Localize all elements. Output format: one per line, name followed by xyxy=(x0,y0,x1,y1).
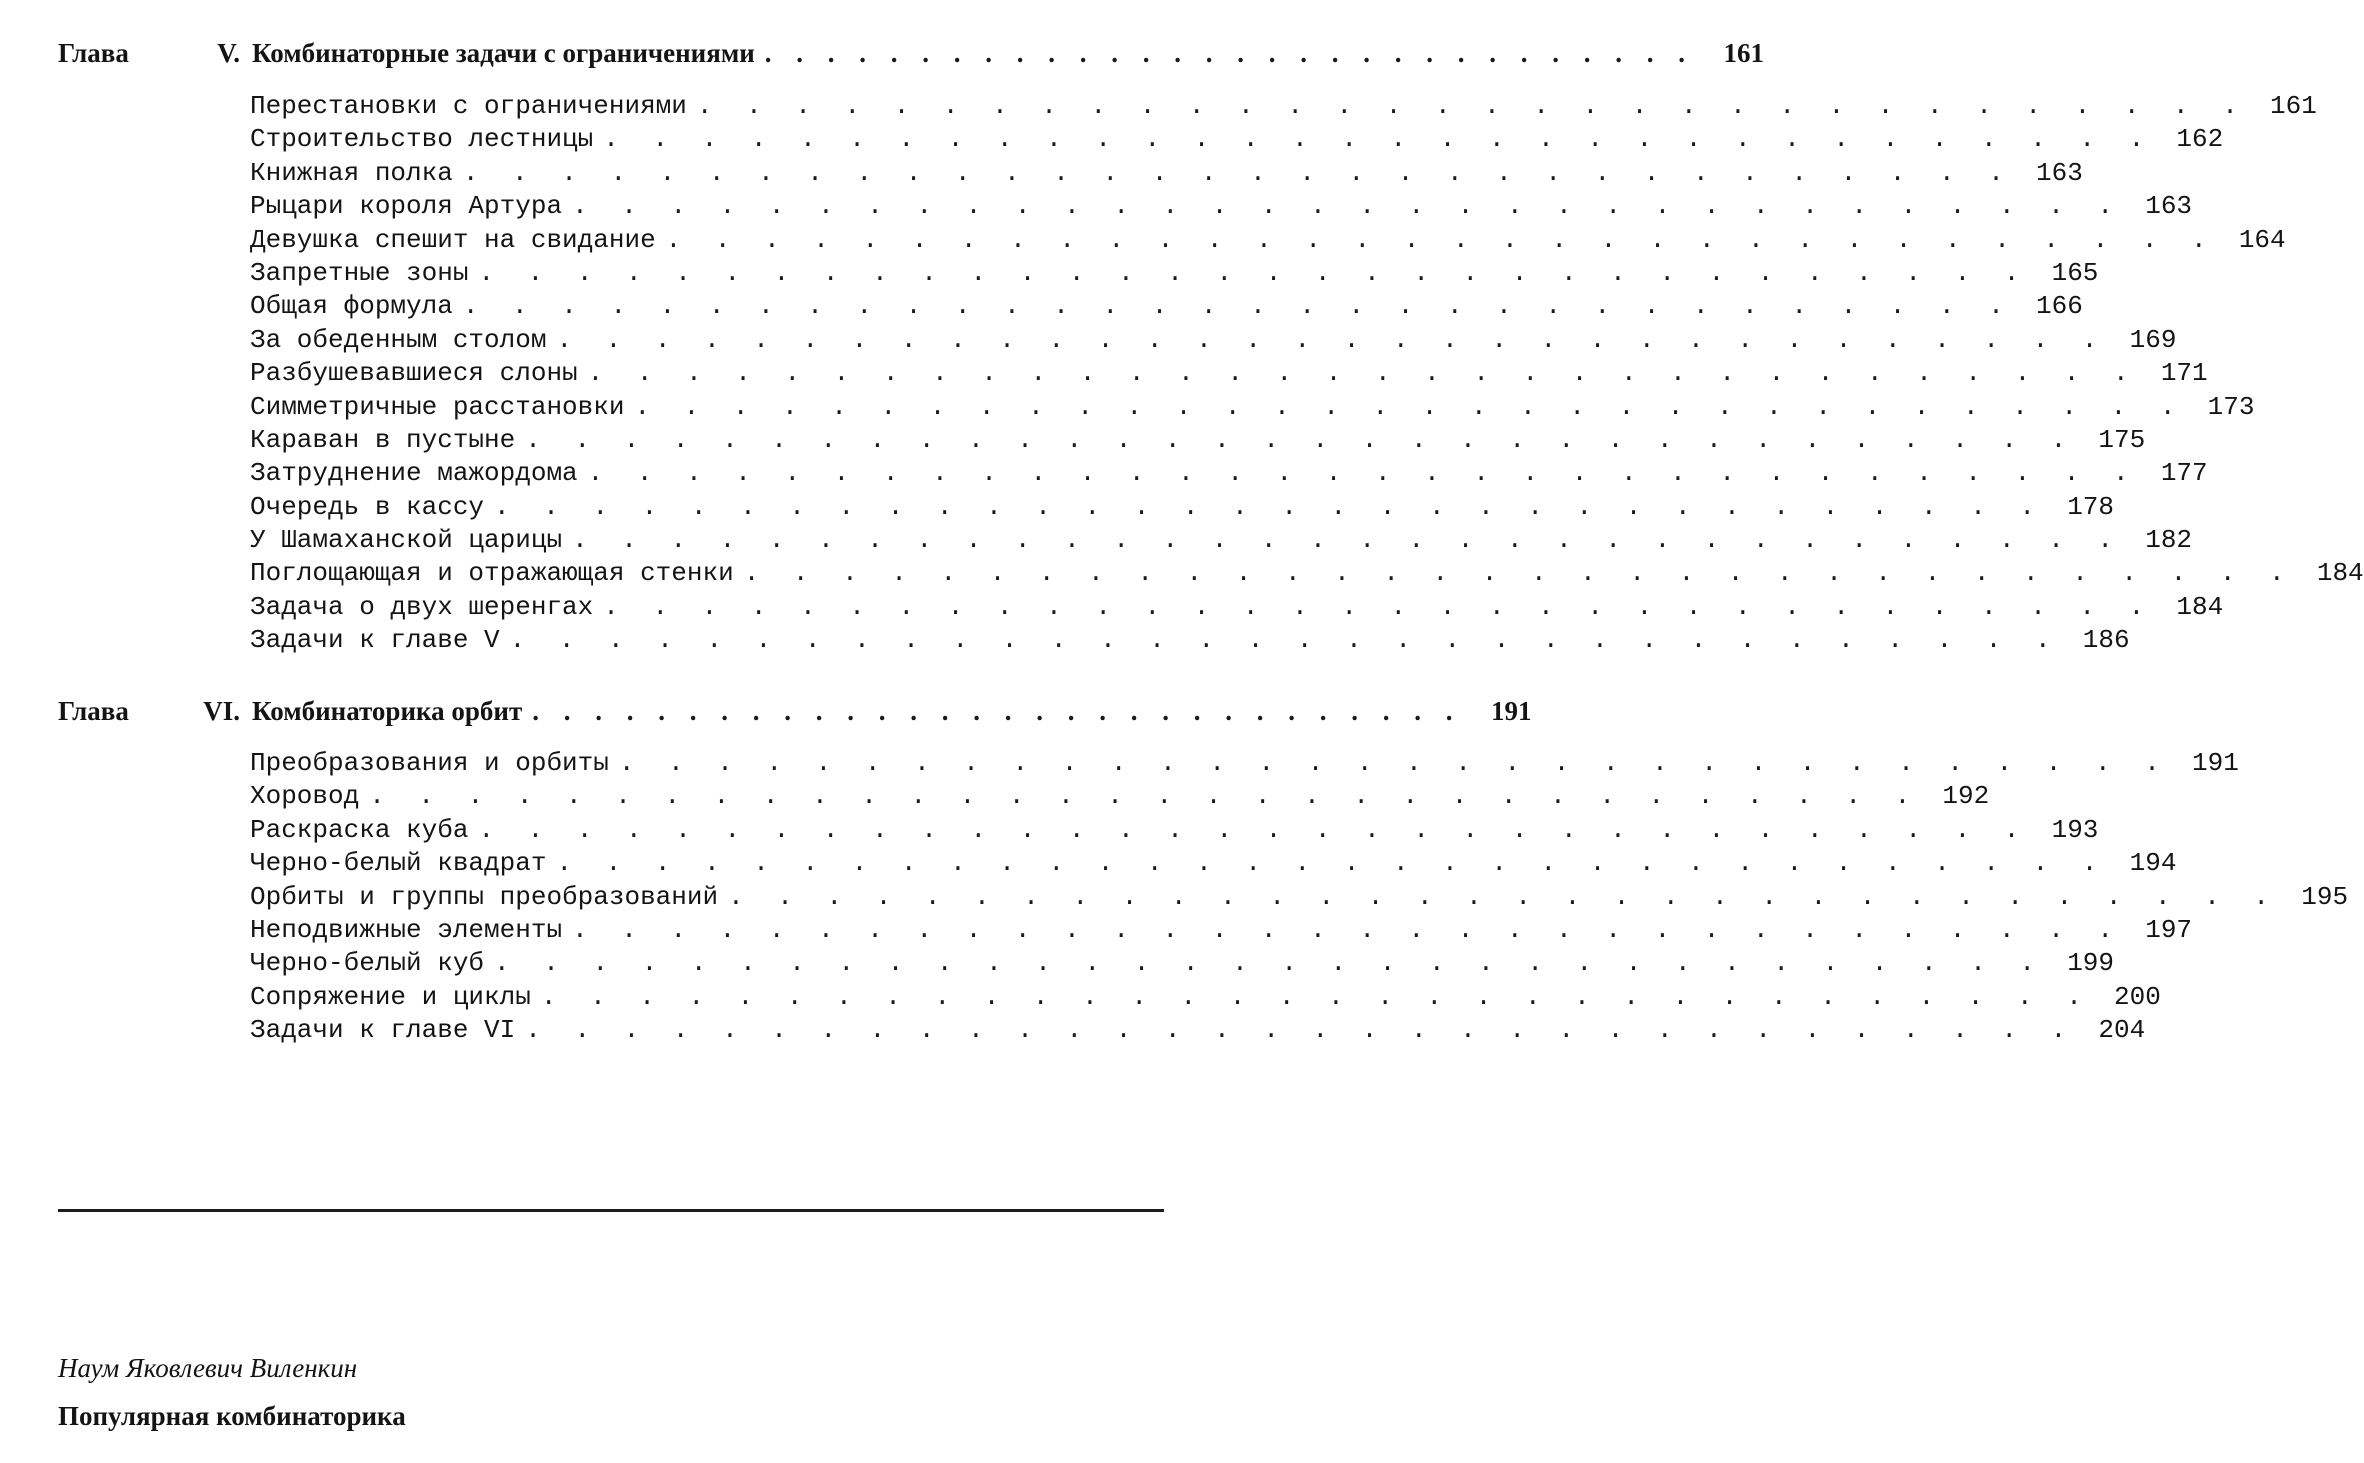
dot-leader: . . . . . . . . . . . . . . . . . . . . . . . . . . . . . . xyxy=(764,38,1695,68)
entry-page-number: 161 xyxy=(2270,91,2317,121)
entry-title: Поглощающая и отражающая стенки xyxy=(250,558,734,589)
entry-page-number: 175 xyxy=(2098,424,2146,455)
dot-leader: . . . . . . . . . . . . . . . . . . . . . . . . . . . . . . . . xyxy=(587,358,2138,389)
chapter-page-number: 191 xyxy=(1491,696,1532,726)
entry-title: Неподвижные элементы xyxy=(250,914,563,945)
entry-title: У Шамаханской царицы xyxy=(250,525,563,556)
entry-page-number: 200 xyxy=(2114,981,2161,1012)
entry-page-number: 171 xyxy=(2160,358,2208,389)
entry-page-number: 184 xyxy=(2176,591,2224,622)
chapter-page-number: 161 xyxy=(1723,38,1765,68)
entry-title: Караван в пустыне xyxy=(250,424,516,455)
dot-leader: . . . . . . . . . . . . . . . . . . . . . . . . . . . . . . . . xyxy=(743,558,2294,589)
entry-title: Хоровод xyxy=(250,781,360,812)
toc-entry xyxy=(250,190,2193,223)
book-title: Популярная комбинаторика xyxy=(58,1401,406,1431)
toc-entry xyxy=(250,123,2224,156)
dot-leader: . . . . . . . . . . . . . . . . . . . . . . . . . . . . . . xyxy=(532,696,1462,726)
toc-entry xyxy=(250,90,2317,123)
chapter-label: Глава xyxy=(58,38,129,68)
entry-title: Рыцари короля Артура xyxy=(250,191,563,222)
chapter-number: V. xyxy=(217,38,240,68)
dot-leader: . . . . . . . . . . . . . . . . . . . . . . . . . . . . . . . . xyxy=(525,424,2076,455)
entry-title: Задачи к главе VI xyxy=(250,1015,516,1046)
dot-leader: . . . . . . . . . . . . . . . . . . . . . . . . . . . . . . . . xyxy=(665,224,2216,255)
dot-leader: . . . . . . . . . . . . . . . . . . . . . . . . . . . . . . . . xyxy=(478,257,2029,288)
entry-title: Задачи к главе V xyxy=(250,625,500,656)
dot-leader: . . . . . . . . . . . . . . . . . . . . . . . . . . . . . . . . xyxy=(509,625,2060,656)
dot-leader: . . . . . . . . . . . . . . . . . . . . . . . . . . . . . . . . xyxy=(634,391,2185,422)
chapter-heading xyxy=(58,33,1765,73)
toc-entry xyxy=(250,780,1990,813)
entry-title: Очередь в кассу xyxy=(250,491,485,522)
entry-title: За обеденным столом xyxy=(250,324,547,355)
entry-title: Черно-белый квадрат xyxy=(250,848,547,879)
entry-page-number: 204 xyxy=(2098,1015,2146,1046)
chapter-title-row xyxy=(252,33,1765,73)
entry-page-number: 192 xyxy=(1942,781,1990,812)
entry-page-number: 193 xyxy=(2051,814,2099,845)
entry-title: Книжная полка xyxy=(250,157,453,188)
dot-leader: . . . . . . . . . . . . . . . . . . . . . . . . . . . . . . . . xyxy=(556,848,2107,879)
chapter-heading xyxy=(58,691,1532,731)
toc-entry xyxy=(250,557,2364,590)
entry-page-number: 186 xyxy=(2082,625,2130,656)
entry-title: Затруднение мажордома xyxy=(250,458,578,489)
dot-leader: . . . . . . . . . . . . . . . . . . . . . . . . . . . . . . . . xyxy=(728,881,2279,912)
toc-entry xyxy=(250,881,2349,914)
entry-page-number: 164 xyxy=(2238,224,2286,255)
toc-section-list xyxy=(250,747,2349,1048)
dot-leader: . . . . . . . . . . . . . . . . . . . . . . . . . . . . . . . . xyxy=(572,525,2123,556)
entry-page-number: 194 xyxy=(2129,848,2177,879)
dot-leader: . . . . . . . . . . . . . . . . . . . . . . . . . . . . . . . . xyxy=(587,458,2138,489)
dot-leader: . . . . . . . . . . . . . . . . . . . . . . . . . . . . . . . . xyxy=(462,291,2013,322)
dot-leader: . . . . . . . . . . . . . . . . . . . . . . . . . . . . . . . . xyxy=(618,748,2169,778)
dot-leader: . . . . . . . . . . . . . . . . . . . . . . . . . . . . . . . . xyxy=(369,781,1920,812)
toc-entry xyxy=(250,157,2083,190)
entry-page-number: 177 xyxy=(2160,458,2208,489)
toc-entry xyxy=(250,914,2193,947)
toc-entry xyxy=(250,491,2115,524)
toc-entry xyxy=(250,947,2115,980)
toc-entry xyxy=(250,1014,2146,1047)
toc-entry xyxy=(250,290,2083,323)
entry-title: Строительство лестницы xyxy=(250,124,594,155)
entry-page-number: 166 xyxy=(2036,291,2083,322)
entry-page-number: 163 xyxy=(2036,157,2083,188)
dot-leader: . . . . . . . . . . . . . . . . . . . . . . . . . . . . . . . . xyxy=(494,948,2045,979)
dot-leader: . . . . . . . . . . . . . . . . . . . . . . . . . . . . . . . . xyxy=(603,591,2154,622)
entry-title: Общая формула xyxy=(250,291,453,322)
entry-page-number: 165 xyxy=(2051,257,2099,288)
chapter-title: Комбинаторные задачи с ограничениями xyxy=(252,38,755,68)
entry-title: Разбушевавшиеся слоны xyxy=(250,358,578,389)
entry-page-number: 197 xyxy=(2145,914,2193,945)
toc-section-list xyxy=(250,90,2364,658)
toc-entry xyxy=(250,391,2255,424)
dot-leader: . . . . . . . . . . . . . . . . . . . . . . . . . . . . . . . . xyxy=(603,124,2154,155)
dot-leader: . . . . . . . . . . . . . . . . . . . . . . . . . . . . . . . . xyxy=(556,324,2107,355)
dot-leader: . . . . . . . . . . . . . . . . . . . . . . . . . . . . . . . . xyxy=(696,91,2247,121)
entry-title: Запретные зоны xyxy=(250,257,469,288)
chapter-title: Комбинаторика орбит xyxy=(252,696,523,726)
entry-title: Перестановки с ограничениями xyxy=(250,91,687,121)
dot-leader: . . . . . . . . . . . . . . . . . . . . . . . . . . . . . . . . xyxy=(572,914,2123,945)
entry-title: Преобразования и орбиты xyxy=(250,748,609,778)
dot-leader: . . . . . . . . . . . . . . . . . . . . . . . . . . . . . . . . xyxy=(540,981,2091,1012)
entry-page-number: 169 xyxy=(2129,324,2177,355)
entry-title: Симметричные расстановки xyxy=(250,391,625,422)
toc-entry xyxy=(250,324,2177,357)
entry-title: Задача о двух шеренгах xyxy=(250,591,594,622)
toc-entry xyxy=(250,814,2099,847)
entry-page-number: 195 xyxy=(2301,881,2349,912)
entry-page-number: 199 xyxy=(2067,948,2115,979)
toc-entry xyxy=(250,257,2099,290)
entry-page-number: 163 xyxy=(2145,191,2193,222)
dot-leader: . . . . . . . . . . . . . . . . . . . . . . . . . . . . . . . . xyxy=(478,814,2029,845)
dot-leader: . . . . . . . . . . . . . . . . . . . . . . . . . . . . . . . . xyxy=(525,1015,2076,1046)
author-name: Наум Яковлевич Виленкин xyxy=(58,1353,358,1383)
entry-page-number: 162 xyxy=(2176,124,2224,155)
chapter-label: Глава xyxy=(58,696,129,726)
dot-leader: . . . . . . . . . . . . . . . . . . . . . . . . . . . . . . . . xyxy=(462,157,2013,188)
toc-entry xyxy=(250,524,2193,557)
toc-entry xyxy=(250,457,2208,490)
horizontal-rule xyxy=(58,1209,1164,1212)
toc-entry xyxy=(250,424,2146,457)
toc-entry xyxy=(250,981,2161,1014)
toc-entry xyxy=(250,224,2286,257)
entry-page-number: 173 xyxy=(2207,391,2255,422)
entry-title: Черно-белый куб xyxy=(250,948,485,979)
entry-title: Сопряжение и циклы xyxy=(250,981,531,1012)
chapter-title-row xyxy=(252,691,1532,731)
toc-entry xyxy=(250,747,2239,780)
entry-title: Девушка спешит на свидание xyxy=(250,224,656,255)
dot-leader: . . . . . . . . . . . . . . . . . . . . . . . . . . . . . . . . xyxy=(572,191,2123,222)
entry-page-number: 191 xyxy=(2192,748,2239,778)
toc-entry xyxy=(250,591,2224,624)
toc-entry xyxy=(250,357,2208,390)
dot-leader: . . . . . . . . . . . . . . . . . . . . . . . . . . . . . . . . xyxy=(494,491,2045,522)
entry-title: Раскраска куба xyxy=(250,814,469,845)
entry-page-number: 182 xyxy=(2145,525,2193,556)
toc-entry xyxy=(250,624,2130,657)
chapter-number: VI. xyxy=(203,696,240,726)
entry-title: Орбиты и группы преобразований xyxy=(250,881,719,912)
entry-page-number: 184 xyxy=(2316,558,2364,589)
toc-entry xyxy=(250,847,2177,880)
entry-page-number: 178 xyxy=(2067,491,2115,522)
